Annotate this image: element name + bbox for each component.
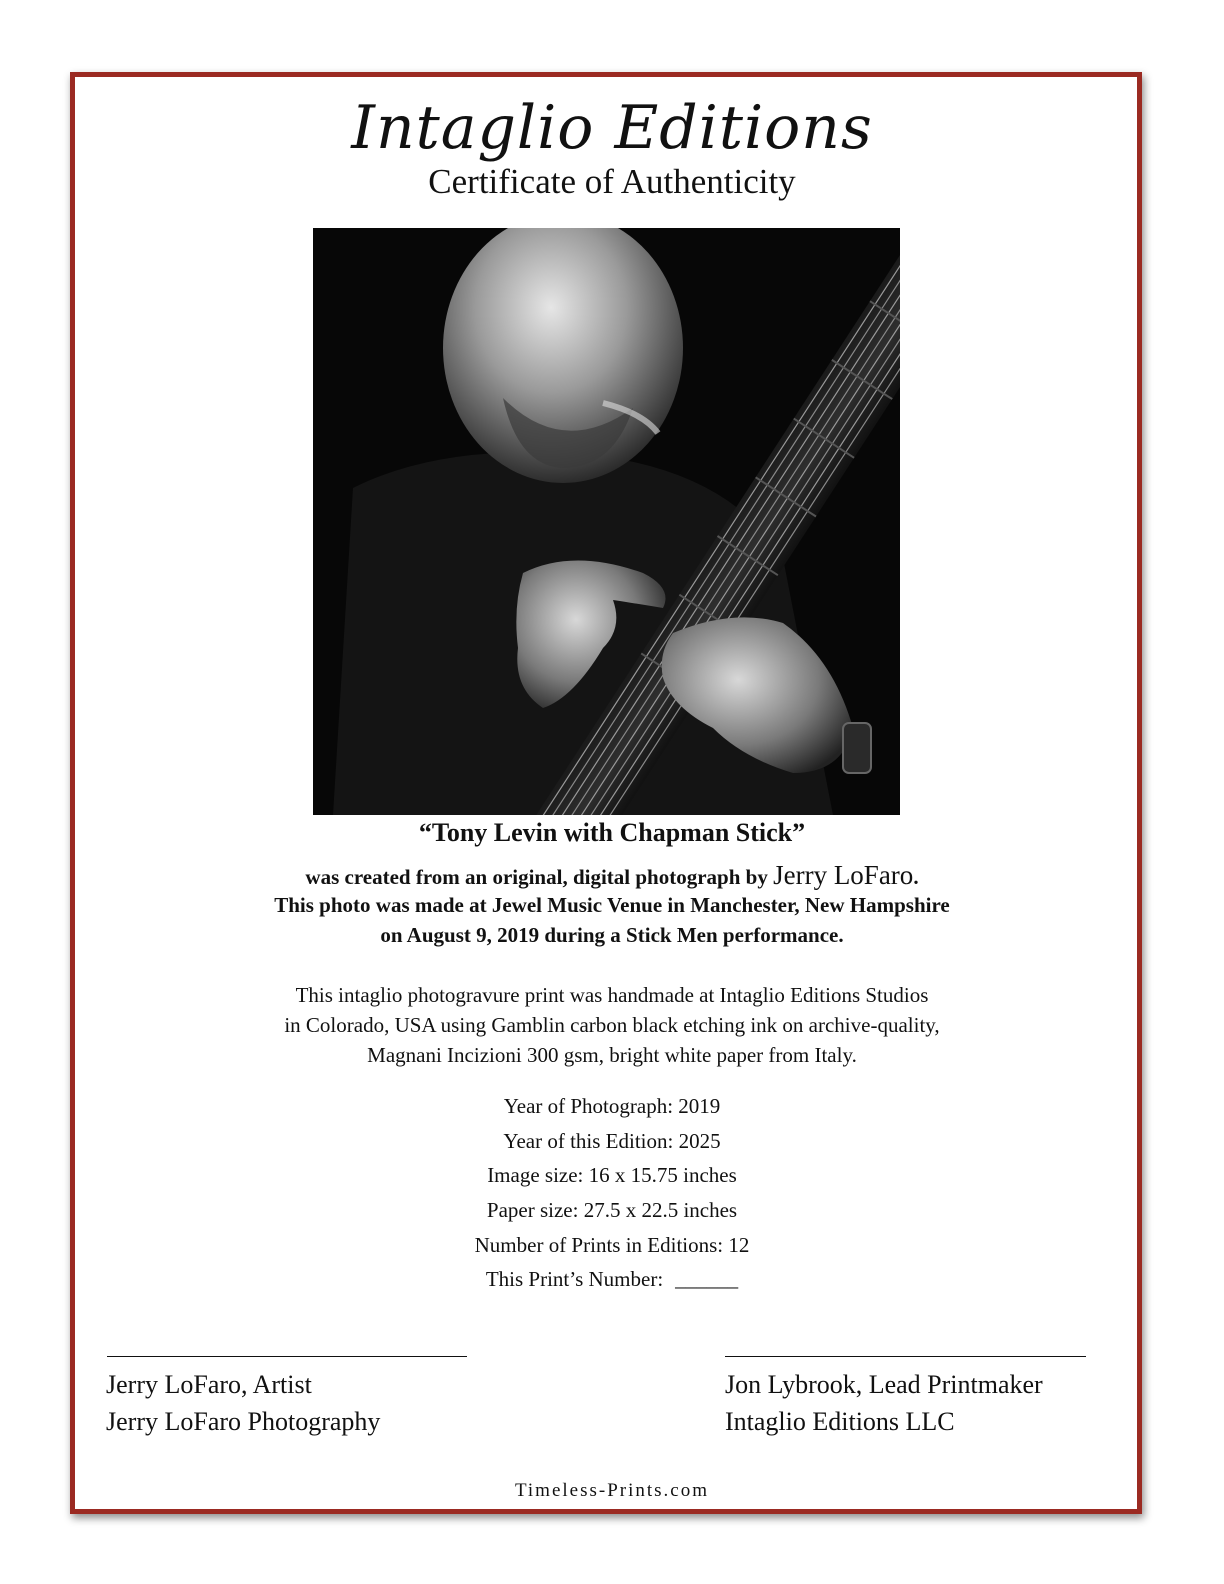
print-number-blank: ______	[675, 1267, 739, 1291]
musician-photo-illustration	[313, 228, 900, 815]
creation-statement	[0, 860, 1224, 892]
artist-signature-line	[107, 1356, 467, 1357]
printmaker-signatory-name: Jon Lybrook, Lead Printmaker	[725, 1370, 1043, 1399]
printmaker-signature-line	[725, 1356, 1086, 1357]
footer-website: Timeless-Prints.com	[514, 1480, 710, 1501]
creation-prefix: was created from an original, digital photograph by	[305, 865, 768, 889]
detail-image-size: Image size: 16 x 15.75 inches	[487, 1163, 737, 1187]
artist-signatory-name: Jerry LoFaro, Artist	[106, 1370, 312, 1399]
print-number-label: This Print’s Number:	[485, 1267, 664, 1291]
detail-year-of-photograph: Year of Photograph: 2019	[503, 1094, 721, 1118]
venue-line: This photo was made at Jewel Music Venue in Manchester, New Hampshire	[274, 893, 950, 917]
intaglio-editions-logo: Intaglio Editions	[351, 93, 873, 163]
artwork-title: “Tony Levin with Chapman Stick”	[418, 818, 806, 847]
artist-signatory-company: Jerry LoFaro Photography	[106, 1407, 381, 1436]
process-line: This intaglio photogravure print was handmade at Intaglio Editions Studios	[295, 983, 929, 1007]
detail-year-of-edition: Year of this Edition: 2025	[503, 1129, 721, 1153]
process-line: Magnani Incizioni 300 gsm, bright white paper from Italy.	[367, 1043, 857, 1067]
detail-number-of-prints: Number of Prints in Editions: 12	[474, 1233, 750, 1257]
certificate-subtitle: Certificate of Authenticity	[428, 162, 796, 201]
artwork-photo	[313, 228, 900, 815]
creation-suffix: .	[913, 865, 919, 889]
artist-name: Jerry LoFaro	[773, 860, 914, 890]
print-number-line	[0, 1264, 1224, 1294]
printmaker-signatory-company: Intaglio Editions LLC	[725, 1407, 955, 1436]
detail-paper-size: Paper size: 27.5 x 22.5 inches	[486, 1198, 738, 1222]
process-line: in Colorado, USA using Gamblin carbon black etching ink on archive-quality,	[284, 1013, 940, 1037]
date-line: on August 9, 2019 during a Stick Men performance.	[380, 923, 844, 947]
